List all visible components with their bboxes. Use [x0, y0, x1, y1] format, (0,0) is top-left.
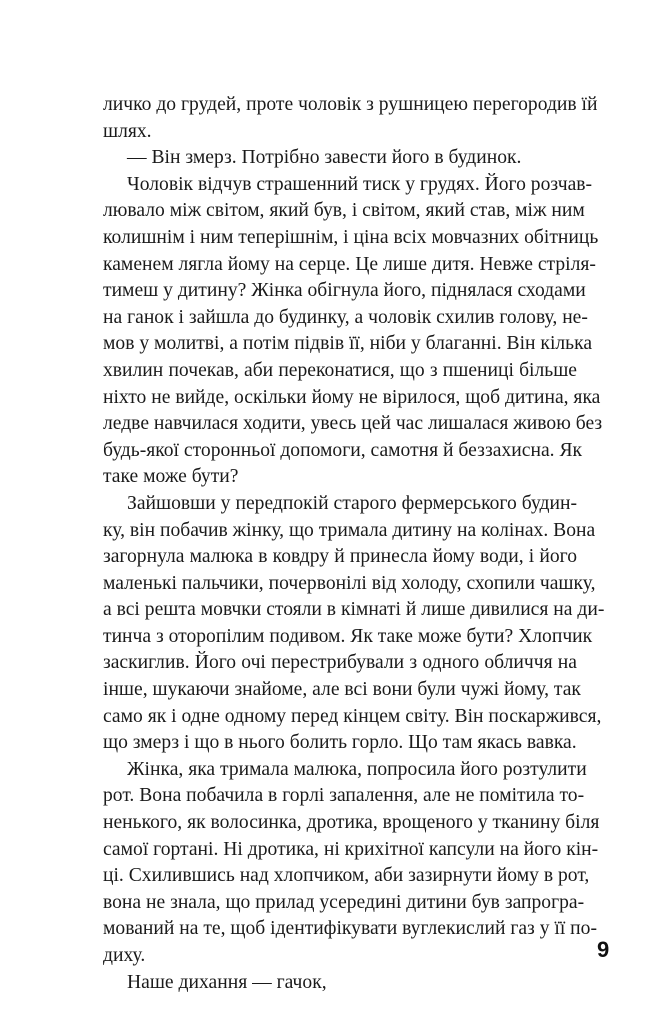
text-line: таке може бути?: [103, 466, 239, 488]
text-line: шлях.: [103, 120, 152, 142]
text-line: колишнім і ним теперішнім, і ціна всіх мовчазних обітниць: [103, 226, 599, 248]
text-line: Наше дихання — гачок,: [127, 971, 327, 993]
text-line: заскиглив. Його очі перестрибували з одного обличчя на: [103, 652, 577, 674]
text-line: Чоловік відчув страшенний тиск у грудях. Його розчав-: [127, 173, 593, 195]
text-line: маленькі пальчики, почервонілі від холоду, схопили чашку,: [103, 572, 596, 594]
text-line: Зайшовши у передпокій старого фермерського будин-: [127, 492, 577, 514]
paragraph: [103, 172, 603, 491]
text-line: ку, він побачив жінку, що тримала дитину на колінах. Вона: [103, 519, 596, 541]
paragraph: [103, 970, 577, 997]
paragraph: [103, 145, 577, 172]
text-line: хвилин почекав, аби переконатися, що з пшениці більше: [103, 359, 577, 381]
text-line: ледве навчилася ходити, увесь цей час лишалася живою без: [103, 413, 603, 435]
text-line: каменем лягла йому на серце. Це лише дитя. Невже стріля-: [103, 253, 596, 275]
text-line: тимеш у дитину? Жінка обігнула його, піднялася сходами: [103, 280, 586, 302]
text-line: диху.: [103, 945, 146, 966]
book-page-body: [103, 92, 605, 996]
text-line: що змерз і що в нього болить горло. Що там якась вавка.: [103, 732, 577, 754]
text-line: загорнула малюка в ковдру й принесла йому води, і його: [103, 546, 577, 568]
text-line: вона не знала, що прилад усередині дитини був запрогра-: [103, 891, 585, 913]
text-line: мов у молитві, а потім підвів її, ніби у благанні. Він кілька: [103, 333, 593, 355]
text-line: — Він змерз. Потрібно завести його в будинок.: [127, 147, 522, 169]
paragraph: [103, 92, 598, 145]
text-line: тинча з оторопілим подивом. Як таке може бути? Хлопчик: [103, 625, 593, 647]
text-line: рот. Вона побачила в горлі запалення, але не помітила то-: [103, 785, 585, 807]
paragraph: [103, 757, 600, 970]
page-number: 9: [597, 937, 610, 962]
paragraph: [103, 491, 605, 757]
text-line: інше, шукаючи знайоме, але всі вони були чужі йому, так: [103, 679, 581, 701]
text-line: ненького, як волосинка, дротика, врощеного у тканину біля: [103, 812, 600, 834]
text-line: лювало між світом, який був, і світом, який став, між ним: [103, 200, 585, 222]
text-line: на ганок і зайшла до будинку, а чоловік схилив голову, не-: [103, 306, 588, 328]
text-line: мований на те, щоб ідентифікувати вуглекислий газ у її по-: [103, 918, 597, 940]
text-line: ці. Схилившись над хлопчиком, аби зазирнути йому в рот,: [103, 865, 590, 887]
text-line: будь-якої сторонньої допомоги, самотня й беззахисна. Як: [103, 439, 583, 461]
text-line: само як і одне одному перед кінцем світу. Він поскаржився,: [103, 705, 602, 727]
text-line: ніхто не вийде, оскільки йому не вірилося, щоб дитина, яка: [103, 386, 601, 408]
text-line: Жінка, яка тримала малюка, попросила його розтулити: [127, 758, 587, 780]
text-line: а всі решта мовчки стояли в кімнаті й лише дивилися на ди-: [103, 599, 605, 621]
text-line: личко до грудей, проте чоловік з рушницею перегородив їй: [103, 94, 598, 115]
text-line: самої гортані. Ні дротика, ні крихітної капсули на його кін-: [103, 838, 599, 860]
